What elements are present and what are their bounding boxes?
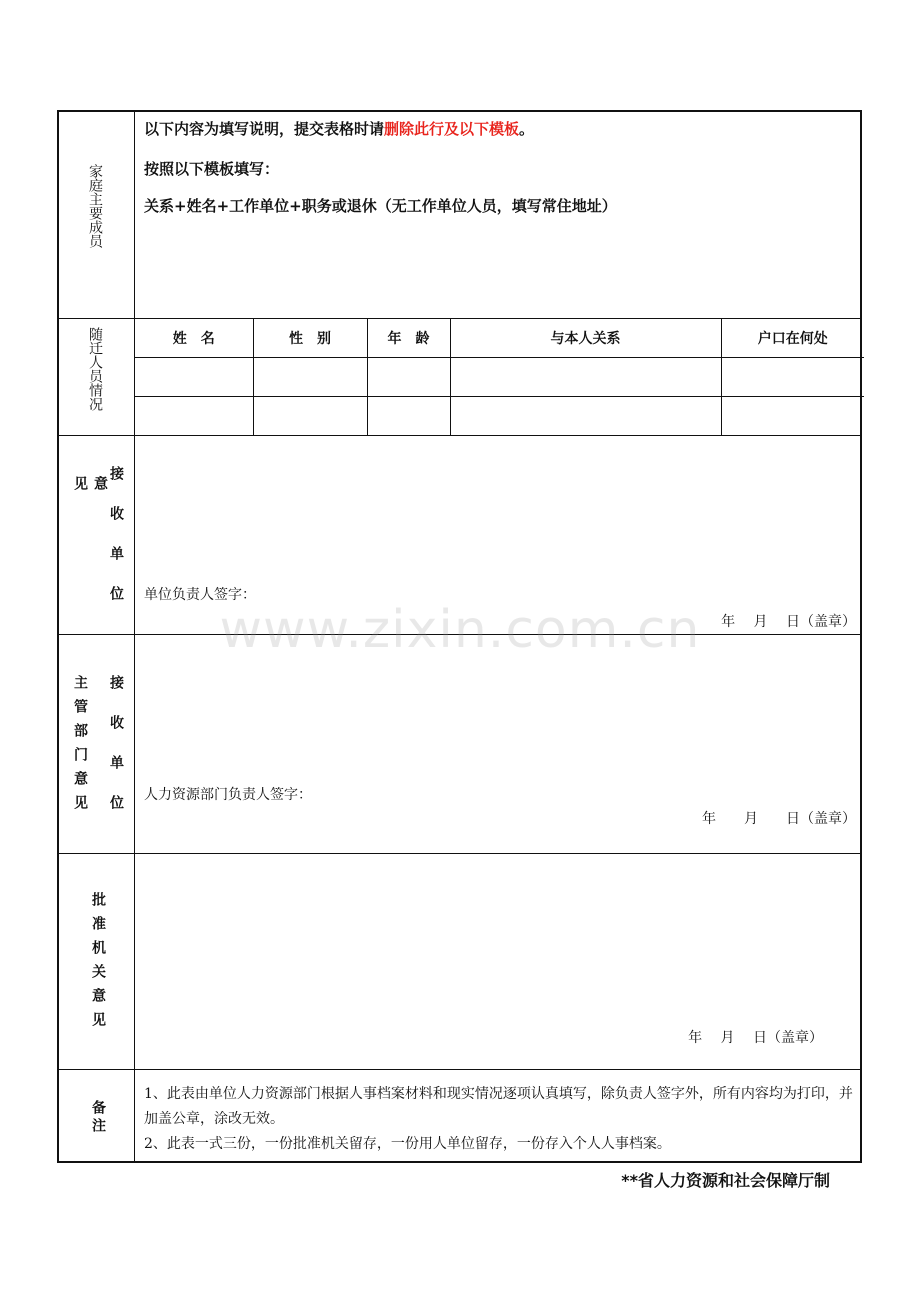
cell-relation[interactable] (450, 357, 721, 396)
department-label-cell (59, 635, 135, 853)
migrants-table (135, 319, 864, 435)
table-row (135, 396, 864, 435)
instruction-red: 删除此行及以下模板 (384, 120, 520, 138)
migrants-header-row (135, 319, 864, 357)
header-gender: 性 别 (253, 319, 367, 357)
migrants-label-cell (59, 319, 135, 435)
approval-row (59, 854, 860, 1070)
template-format: 关系+姓名+工作单位+职务或退休（无工作单位人员，填写常住地址） (144, 197, 617, 215)
receiving-label-left: 意见 (72, 476, 108, 560)
issuer-footer: **省人力资源和社会保障厅制 (621, 1171, 830, 1190)
family-content[interactable] (135, 112, 860, 318)
remark-line-1: 1、此表由单位人力资源部门根据人事档案材料和现实情况逐项认真填写，除负责人签字外，所有内容均为打印，并加盖公章，涂改无效。 (144, 1086, 853, 1127)
migrants-content (135, 319, 860, 435)
table-row (135, 357, 864, 396)
receiving-row (59, 436, 860, 635)
migrants-label: 随迁人员情况 (87, 327, 103, 411)
approval-label-cell (59, 854, 135, 1069)
receiving-signature: 单位负责人签字： (144, 587, 256, 603)
department-content[interactable] (135, 635, 860, 853)
department-date: 年 月 日（盖章） (702, 811, 856, 827)
header-name: 姓 名 (135, 319, 253, 357)
remarks-label-cell (59, 1070, 135, 1163)
receiving-content[interactable] (135, 436, 860, 634)
family-label: 家庭主要成员 (87, 164, 103, 248)
header-household: 户口在何处 (721, 319, 864, 357)
instruction-suffix: 。 (519, 120, 535, 138)
remarks-row (59, 1070, 860, 1163)
instruction-prefix: 以下内容为填写说明，提交表格时请 (144, 120, 385, 138)
migrants-row (59, 319, 860, 436)
cell-household[interactable] (721, 357, 864, 396)
header-relation: 与本人关系 (450, 319, 721, 357)
cell-age[interactable] (367, 357, 450, 396)
family-label-cell (59, 112, 135, 318)
remark-line-2: 2、此表一式三份，一份批准机关留存，一份用人单位留存，一份存入个人人事档案。 (144, 1136, 671, 1152)
receiving-date: 年 月 日（盖章） (721, 614, 856, 630)
cell-household[interactable] (721, 396, 864, 435)
header-age: 年 龄 (367, 319, 450, 357)
department-label-left: 主管部门意见 (72, 675, 88, 819)
approval-date: 年 月 日（盖章） (688, 1030, 823, 1046)
cell-name[interactable] (135, 357, 253, 396)
template-intro: 按照以下模板填写： (144, 160, 280, 178)
cell-gender[interactable] (253, 396, 367, 435)
receiving-label-cell (59, 436, 135, 634)
transfer-form (57, 110, 862, 1163)
approval-label: 批准机关意见 (90, 892, 106, 1036)
cell-age[interactable] (367, 396, 450, 435)
receiving-label-right: 接收单位 (108, 466, 124, 626)
cell-relation[interactable] (450, 396, 721, 435)
cell-name[interactable] (135, 396, 253, 435)
department-row (59, 635, 860, 854)
department-label-right: 接收单位 (108, 675, 124, 835)
remarks-content (135, 1070, 860, 1163)
instruction-line (144, 118, 534, 139)
watermark: www.zixin.com.cn (219, 600, 701, 660)
family-row (59, 112, 860, 319)
department-signature: 人力资源部门负责人签字： (144, 787, 312, 803)
remarks-text (144, 1082, 854, 1157)
approval-content[interactable] (135, 854, 860, 1069)
remarks-label: 备注 (90, 1100, 106, 1136)
cell-gender[interactable] (253, 357, 367, 396)
